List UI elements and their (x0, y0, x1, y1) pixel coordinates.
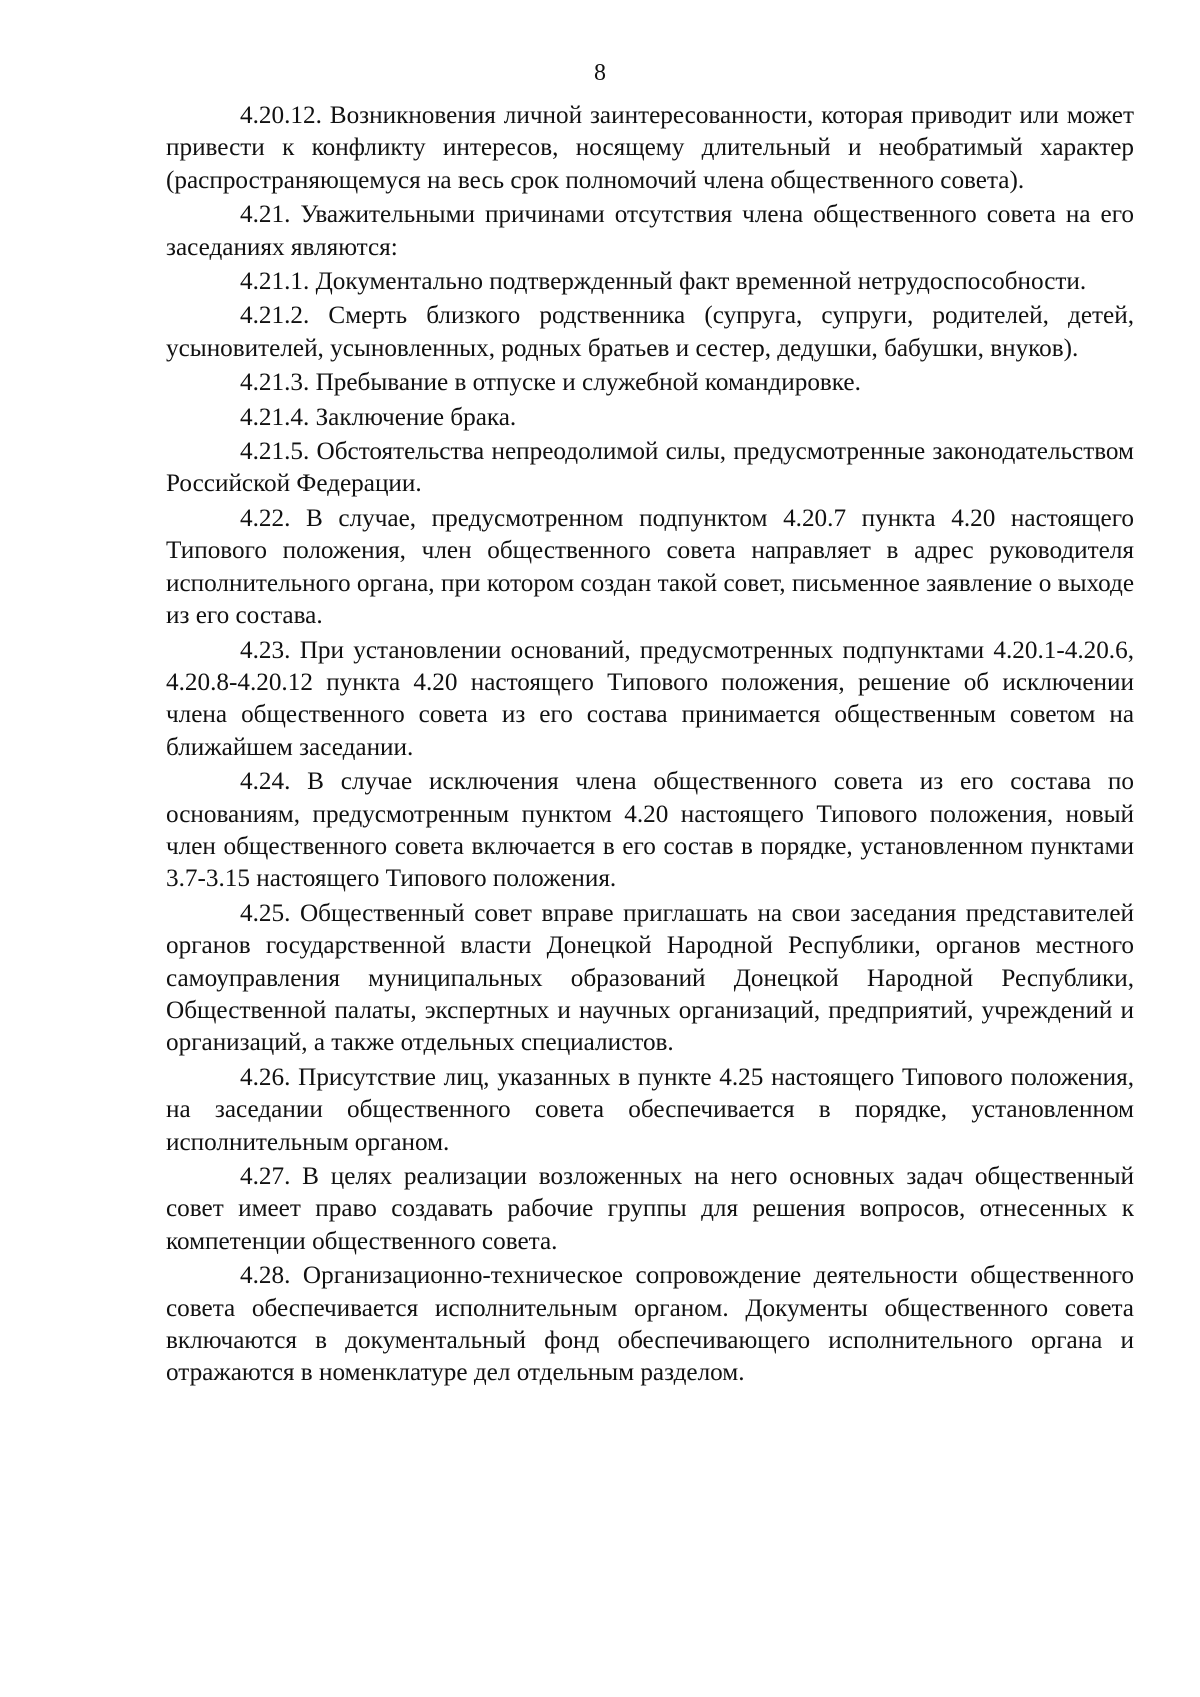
paragraph-4-28: 4.28. Организационно-техническое сопровождение деятельности общественного совета обеспечивается исполнительным органом. Документы общественного совета включаются в документальный фонд обеспечивающего исполнительного органа и отражаются в номенклатуре дел отдельным разделом. (166, 1262, 1134, 1387)
paragraph-4-22: 4.22. В случае, предусмотренном подпунктом 4.20.7 пункта 4.20 настоящего Типового положения, член общественного совета направляет в адрес руководителя исполнительного органа, при котором создан такой совет, письменное заявление о выходе из его состава. (166, 504, 1134, 630)
paragraph-4-21-5: 4.21.5. Обстоятельства непреодолимой силы, предусмотренные законодательством Российской Федерации. (166, 438, 1134, 498)
document-body (166, 100, 1134, 1390)
page-number: 8 (594, 60, 606, 86)
paragraph-4-23: 4.23. При установлении оснований, предусмотренных подпунктами 4.20.1-4.20.6, 4.20.8-4.20.12 пункта 4.20 настоящего Типового положения, решение об исключении члена общественного совета из его состава принимается общественным советом на ближайшем заседании. (166, 636, 1134, 761)
paragraph-4-26: 4.26. Присутствие лиц, указанных в пункте 4.25 настоящего Типового положения, на заседании общественного совета обеспечивается в порядке, установленном исполнительным органом. (166, 1063, 1134, 1156)
paragraph-4-21-2: 4.21.2. Смерть близкого родственника (супруга, супруги, родителей, детей, усыновителей, усыновленных, родных братьев и сестер, дедушки, бабушки, внуков). (166, 302, 1134, 362)
paragraph-4-24: 4.24. В случае исключения члена общественного совета из его состава по основаниям, предусмотренным пунктом 4.20 настоящего Типового положения, новый член общественного совета включается в его состав в порядке, установленном пунктами 3.7-3.15 настоящего Типового положения. (166, 768, 1134, 893)
paragraph-4-21-4: 4.21.4. Заключение брака. (240, 403, 517, 431)
paragraph-4-25: 4.25. Общественный совет вправе приглашать на свои заседания представителей органов государственной власти Донецкой Народной Республики, органов местного самоуправления муниципальных образований Донецкой Народной Республики, Общественной палаты, экспертных и научных организаций, предприятий, учреждений и организаций, а также отдельных специалистов. (166, 899, 1134, 1057)
paragraph-4-20-12: 4.20.12. Возникновения личной заинтересованности, которая приводит или может привести к конфликту интересов, носящему длительный и необратимый характер (распространяющемуся на весь срок полномочий члена общественного совета). (166, 102, 1134, 194)
paragraph-4-27: 4.27. В целях реализации возложенных на него основных задач общественный совет имеет право создавать рабочие группы для решения вопросов, отнесенных к компетенции общественного совета. (166, 1163, 1134, 1255)
paragraph-4-21-3: 4.21.3. Пребывание в отпуске и служебной командировке. (240, 369, 861, 397)
paragraph-4-21: 4.21. Уважительными причинами отсутствия члена общественного совета на его заседаниях являются: (166, 201, 1134, 261)
paragraph-4-21-1: 4.21.1. Документально подтвержденный факт временной нетрудоспособности. (240, 268, 1087, 296)
